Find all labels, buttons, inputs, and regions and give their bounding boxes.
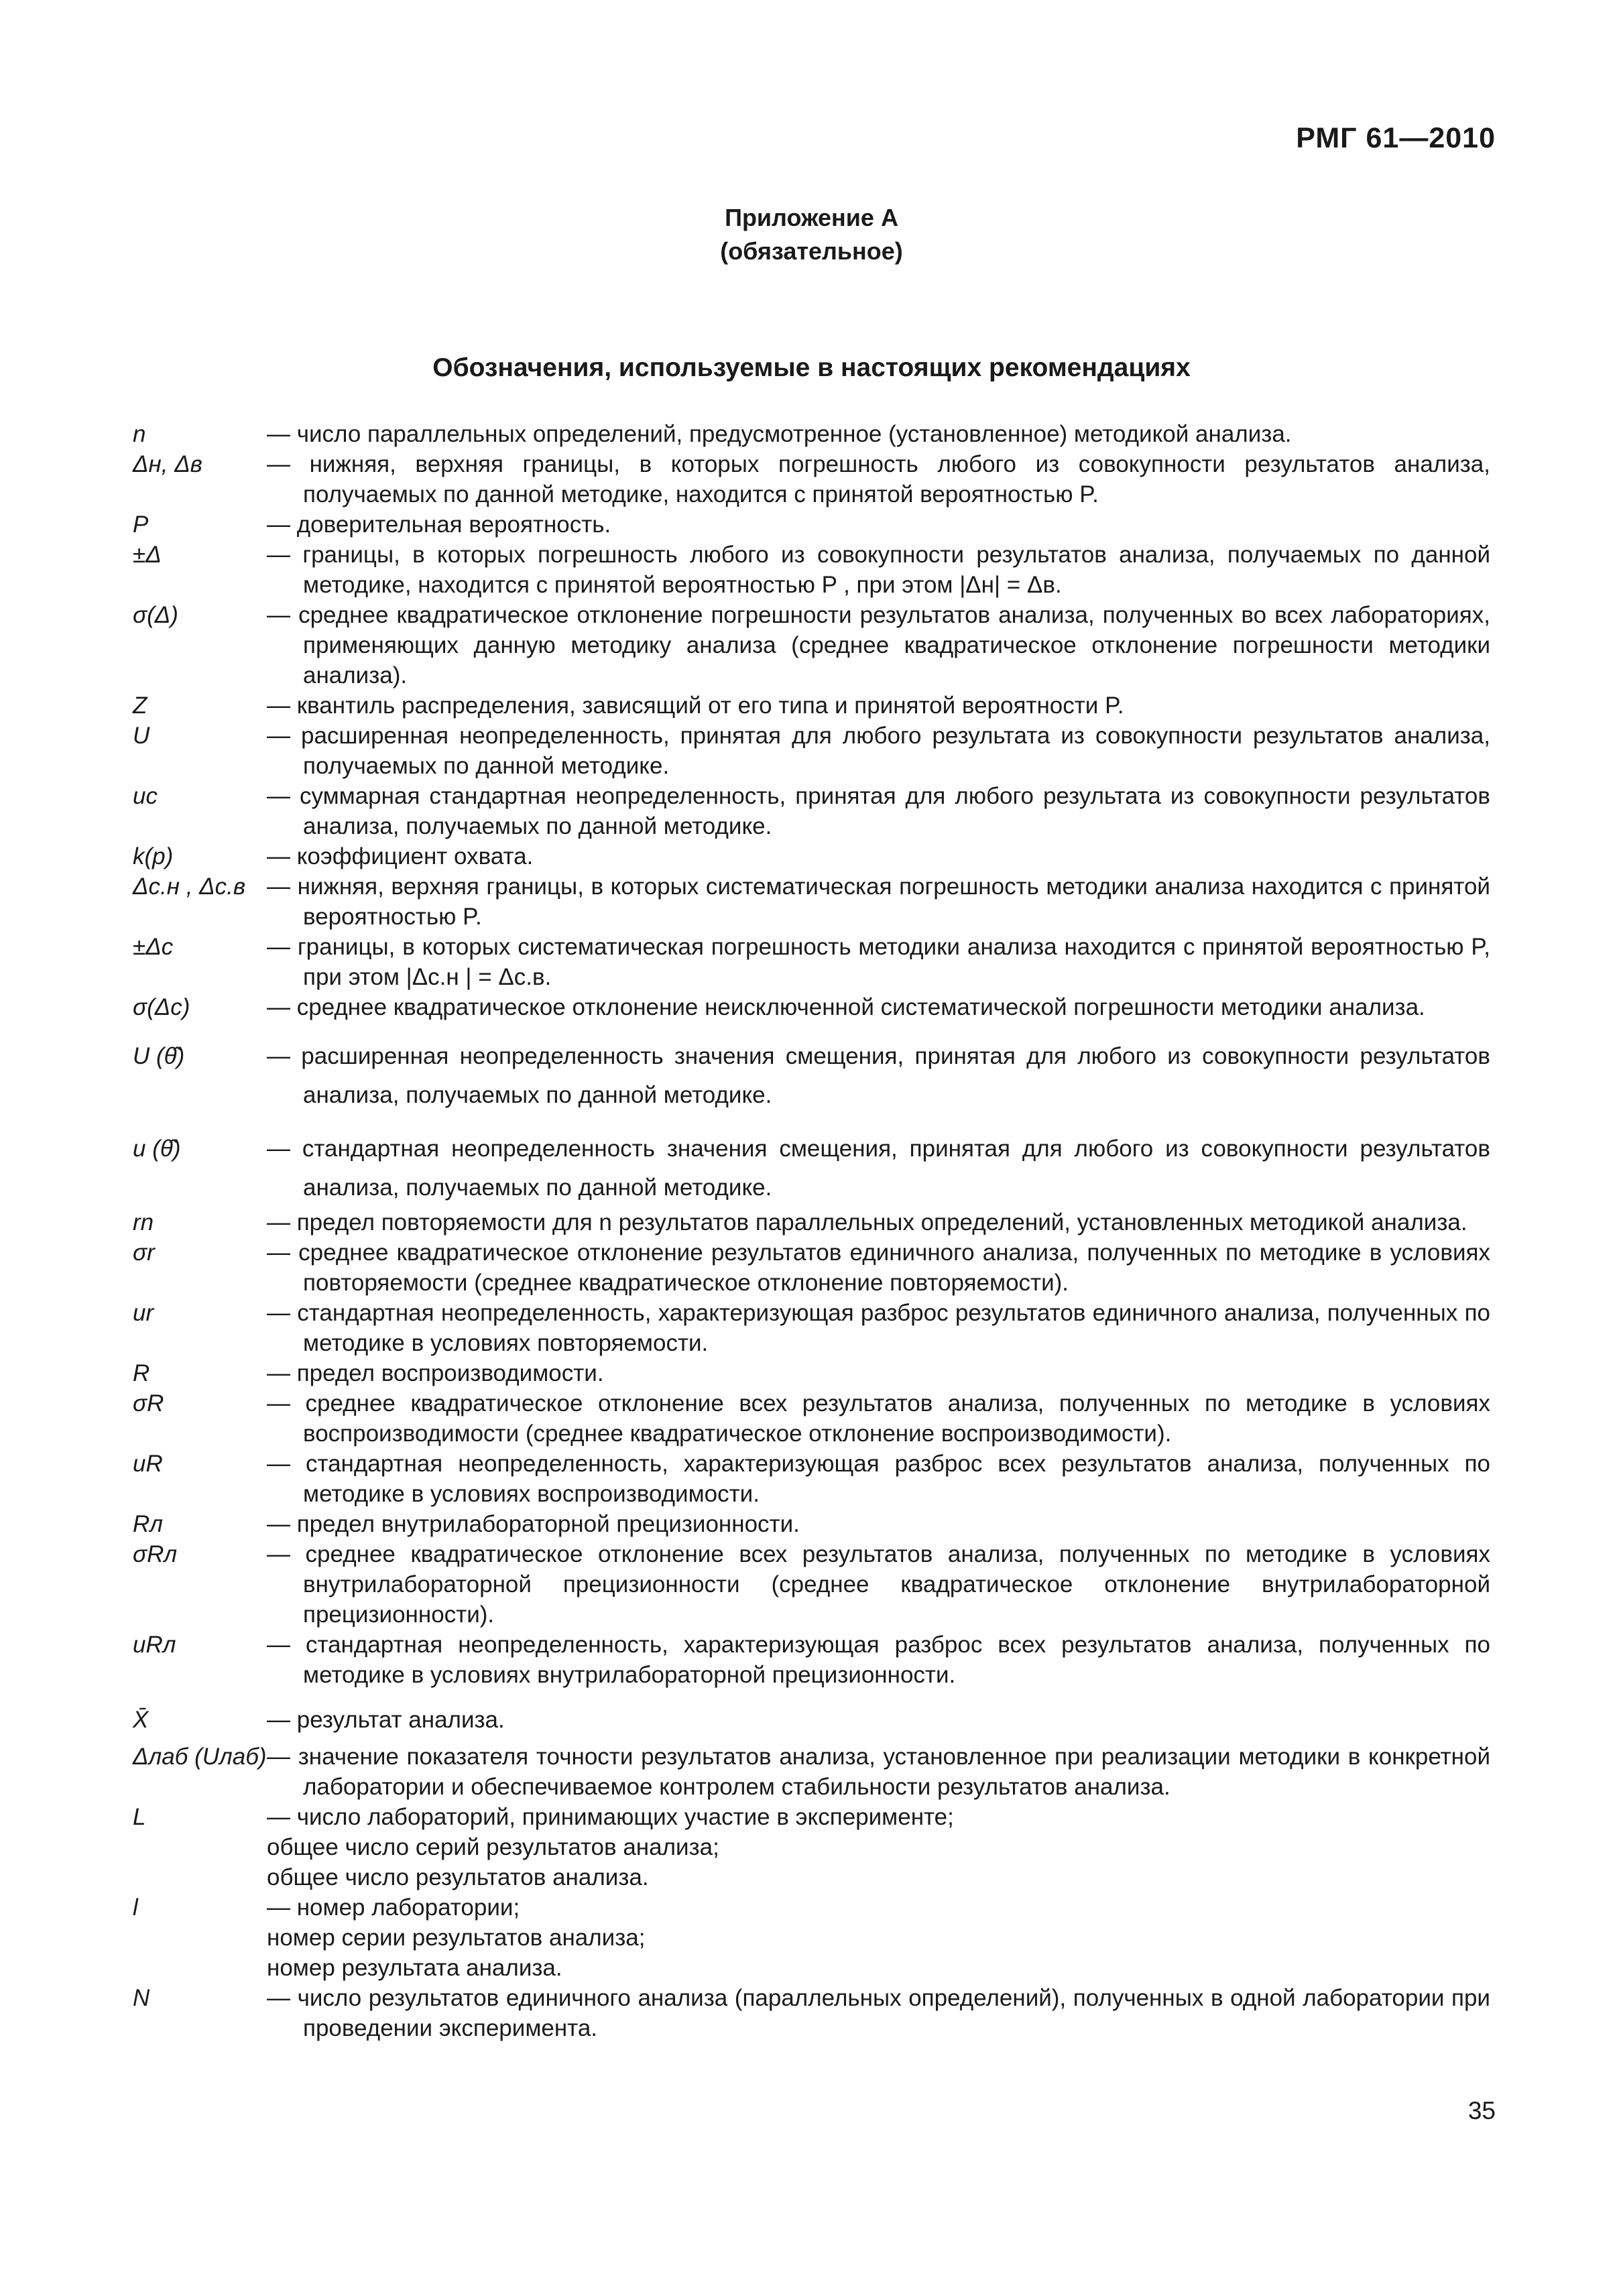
symbol-ur: ur — [133, 1300, 154, 1326]
symbol-plus-minus-delta-s: ±Δс — [133, 934, 174, 960]
definition: — доверительная вероятность. — [267, 511, 611, 538]
document-code: РМГ 61—2010 — [1296, 122, 1496, 154]
definition: — суммарная стандартная неопределенность, принятая для любого результата из совокупности результатов анализа, получаемых по данной методике. — [267, 783, 1490, 839]
list-item — [133, 1742, 1490, 1802]
symbol-u-small-theta: u (θ̂) — [133, 1136, 181, 1162]
list-item — [133, 449, 1490, 509]
definition: — стандартная неопределенность значения смещения, принятая для любого из совокупности результатов анализа, получаемых по данной методике. — [267, 1136, 1490, 1201]
list-item — [133, 1298, 1490, 1358]
symbol-z: Z — [133, 692, 147, 719]
symbol-uc: uc — [133, 783, 158, 809]
list-item — [133, 1539, 1490, 1630]
definition: — среднее квадратическое отклонение результатов единичного анализа, полученных по методике в условиях повторяемости (среднее квадратическое отклонение повторяемости). — [267, 1240, 1490, 1296]
list-item — [133, 1130, 1490, 1207]
list-item — [133, 1237, 1490, 1298]
annex-title: Приложение А — [725, 204, 898, 231]
definition: — число параллельных определений, предусмотренное (установленное) методикой анализа. — [267, 421, 1292, 447]
definition: — среднее квадратическое отклонение всех результатов анализа, полученных по методике в условиях воспроизводимости (среднее квадратическое отклонение воспроизводимости). — [267, 1390, 1490, 1447]
definition: — границы, в которых погрешность любого из совокупности результатов анализа, получаемых по данной методике, находится с принятой вероятностью P , при этом |Δн| = Δв. — [267, 542, 1490, 598]
page-number: 35 — [1467, 2097, 1496, 2124]
symbol-n-upper: N — [133, 1985, 150, 2011]
list-item — [133, 1449, 1490, 1509]
list-item — [133, 1705, 1490, 1735]
definition: — среднее квадратическое отклонение неисключенной систематической погрешности методики анализа. — [267, 994, 1425, 1020]
symbol-delta-lab: Δлаб (Uлаб) — [133, 1744, 267, 1770]
symbol-p: P — [133, 511, 149, 538]
list-item — [133, 509, 1490, 540]
list-item — [133, 1388, 1490, 1449]
list-item — [133, 871, 1490, 932]
definition-line: — номер лаборатории; — [267, 1894, 520, 1921]
list-item — [133, 1358, 1490, 1388]
list-item — [133, 690, 1490, 721]
definition: — расширенная неопределенность значения смещения, принятая для любого из совокупности результатов анализа, получаемых по данной методике. — [267, 1043, 1490, 1108]
definition: — нижняя, верхняя границы, в которых погрешность любого из совокупности результатов анализа, получаемых по данной методике, находится с принятой вероятностью P. — [267, 451, 1490, 507]
definition: — границы, в которых систематическая погрешность методики анализа находится с принятой вероятностью P, при этом |Δс.н | = Δс.в. — [267, 934, 1490, 990]
list-item — [133, 932, 1490, 992]
annex-heading — [0, 201, 1623, 268]
definition-line: общее число результатов анализа. — [267, 1864, 649, 1890]
definition-line: — число лабораторий, принимающих участие в эксперименте; — [267, 1804, 954, 1830]
definition: — стандартная неопределенность, характеризующая разброс всех результатов анализа, полученных по методике в условиях воспроизводимости. — [267, 1451, 1490, 1507]
symbol-r-lab: Rл — [133, 1511, 164, 1537]
definition: — предел воспроизводимости. — [267, 1360, 604, 1386]
definition: — число результатов единичного анализа (параллельных определений), полученных в одной лаборатории при проведении эксперимента. — [267, 1985, 1490, 2041]
symbol-x-bar: X̄ — [133, 1707, 149, 1733]
definition — [267, 1892, 1490, 1983]
symbol-sigma-rr: σR — [133, 1390, 164, 1416]
definition: — предел внутрилабораторной прецизионности. — [267, 1511, 800, 1537]
definition: — коэффициент охвата. — [267, 843, 534, 869]
symbol-l-upper: L — [133, 1804, 146, 1830]
definition: — стандартная неопределенность, характеризующая разброс всех результатов анализа, полученных по методике в условиях внутрилабораторной прецизионности. — [267, 1632, 1490, 1688]
definition: — предел повторяемости для n результатов параллельных определений, установленных методикой анализа. — [267, 1209, 1467, 1235]
list-item — [133, 1892, 1490, 1983]
symbol-sigma-r: σr — [133, 1240, 155, 1266]
list-item — [133, 1630, 1490, 1690]
symbol-sigma-r-lab: σRл — [133, 1541, 178, 1567]
symbol-u-expanded: U — [133, 723, 150, 749]
symbol-delta-sn-delta-sv: Δс.н , Δс.в — [133, 873, 246, 900]
symbol-n: n — [133, 421, 146, 447]
definition: — стандартная неопределенность, характеризующая разброс результатов единичного анализа, полученных по методике в условиях повторяемости. — [267, 1300, 1490, 1356]
section-title: Обозначения, используемые в настоящих рекомендациях — [432, 353, 1191, 382]
symbol-r-reproducibility: R — [133, 1360, 150, 1386]
symbol-sigma-delta-s: σ(Δс) — [133, 994, 190, 1020]
symbol-plus-minus-delta: ±Δ — [133, 542, 162, 568]
list-item — [133, 600, 1490, 690]
symbol-rn: rn — [133, 1209, 154, 1235]
symbol-u-r-lab: uRл — [133, 1632, 176, 1658]
list-item — [133, 1983, 1490, 2043]
list-item — [133, 781, 1490, 841]
list-item — [133, 992, 1490, 1022]
symbol-sigma-delta: σ(Δ) — [133, 602, 178, 628]
symbol-delta-n-delta-v: Δн, Δв — [133, 451, 202, 477]
list-item — [133, 540, 1490, 600]
list-item — [133, 1207, 1490, 1237]
annex-status: (обязательное) — [720, 237, 903, 265]
list-item — [133, 721, 1490, 781]
list-item — [133, 419, 1490, 449]
list-item — [133, 1509, 1490, 1539]
symbol-k-p: k(p) — [133, 843, 174, 869]
definition-line: номер серии результатов анализа; — [267, 1925, 646, 1951]
list-item — [133, 1802, 1490, 1892]
definition — [267, 1802, 1490, 1892]
definition: — расширенная неопределенность, принятая для любого результата из совокупности результатов анализа, получаемых по данной методике. — [267, 723, 1490, 779]
symbol-l-lower: l — [133, 1894, 138, 1921]
symbols-list — [133, 419, 1490, 2043]
symbol-u-theta: U (θ̂) — [133, 1043, 185, 1069]
definition-line: номер результата анализа. — [267, 1955, 562, 1981]
list-item — [133, 841, 1490, 871]
definition-line: общее число серий результатов анализа; — [267, 1834, 719, 1860]
definition: — квантиль распределения, зависящий от его типа и принятой вероятности P. — [267, 692, 1124, 719]
definition: — результат анализа. — [267, 1707, 505, 1733]
definition: — среднее квадратическое отклонение всех результатов анализа, полученных по методике в условиях внутрилабораторной прецизионности (среднее квадратическое отклонение внутрилабораторной прецизионности). — [267, 1541, 1490, 1628]
definition: — нижняя, верхняя границы, в которых систематическая погрешность методики анализа находится с принятой вероятностью P. — [267, 873, 1490, 930]
definition: — среднее квадратическое отклонение погрешности результатов анализа, полученных во всех лабораториях, применяющих данную методику анализа (среднее квадратическое отклонение погрешности методики анализа). — [267, 602, 1490, 688]
symbol-u-rr: uR — [133, 1451, 163, 1477]
list-item — [133, 1037, 1490, 1115]
definition: — значение показателя точности результатов анализа, установленное при реализации методики в конкретной лаборатории и обеспечиваемое контролем стабильности результатов анализа. — [267, 1744, 1490, 1800]
